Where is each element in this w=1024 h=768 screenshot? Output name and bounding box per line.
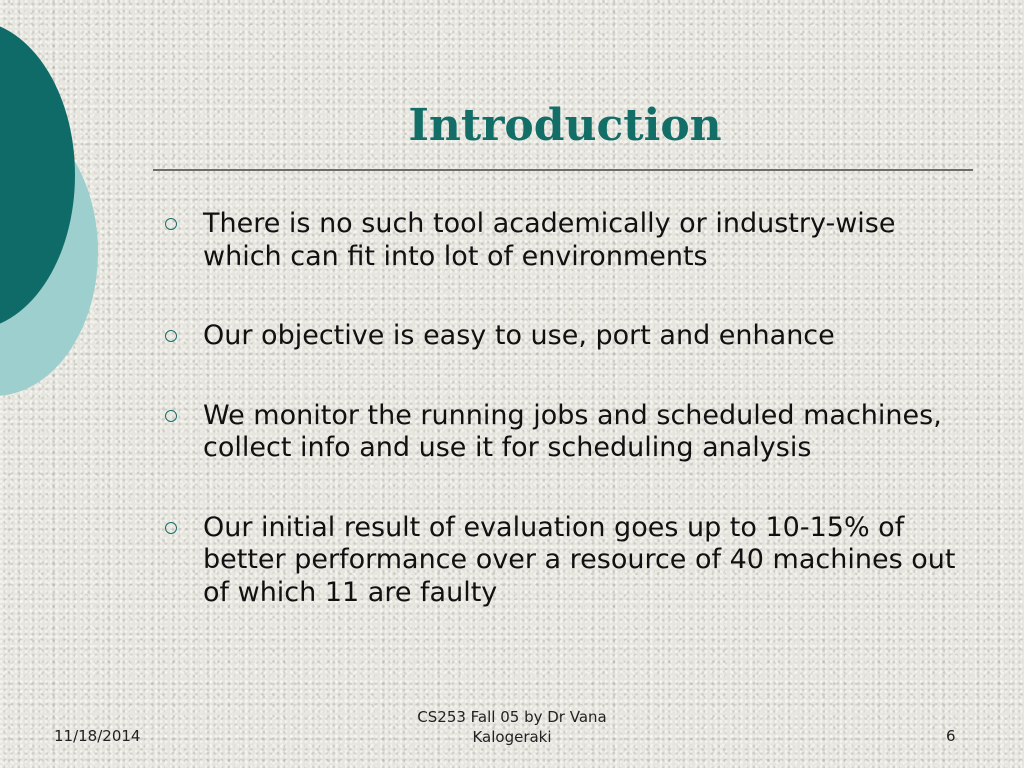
bullet-text: Our initial result of evaluation goes up to 10-15% of better performance over a resource of 40 machines out of which 11 are faulty xyxy=(203,511,956,608)
bullet-item xyxy=(165,400,965,465)
footer-course-line2: Kalogeraki xyxy=(472,728,552,746)
footer-date: 11/18/2014 xyxy=(54,727,141,745)
bullet-item xyxy=(165,512,965,610)
slide-title: Introduction xyxy=(408,100,722,151)
circle-bullet-icon xyxy=(165,522,177,534)
bullet-text: There is no such tool academically or industry-wise which can fit into lot of environments xyxy=(203,208,896,272)
circle-bullet-icon xyxy=(165,330,177,342)
bullet-text: Our objective is easy to use, port and enhance xyxy=(203,320,835,351)
circle-bullet-icon xyxy=(165,410,177,422)
circle-bullet-icon xyxy=(165,218,177,230)
page-number: 6 xyxy=(946,727,956,745)
title-divider xyxy=(153,169,973,171)
bullet-text: We monitor the running jobs and scheduled machines, collect info and use it for scheduling analysis xyxy=(203,399,942,463)
bullet-list xyxy=(165,208,965,609)
bullet-item xyxy=(165,208,965,273)
bullet-item xyxy=(165,320,965,353)
footer-course-line1: CS253 Fall 05 by Dr Vana xyxy=(417,708,607,726)
footer-course-info xyxy=(392,707,632,747)
